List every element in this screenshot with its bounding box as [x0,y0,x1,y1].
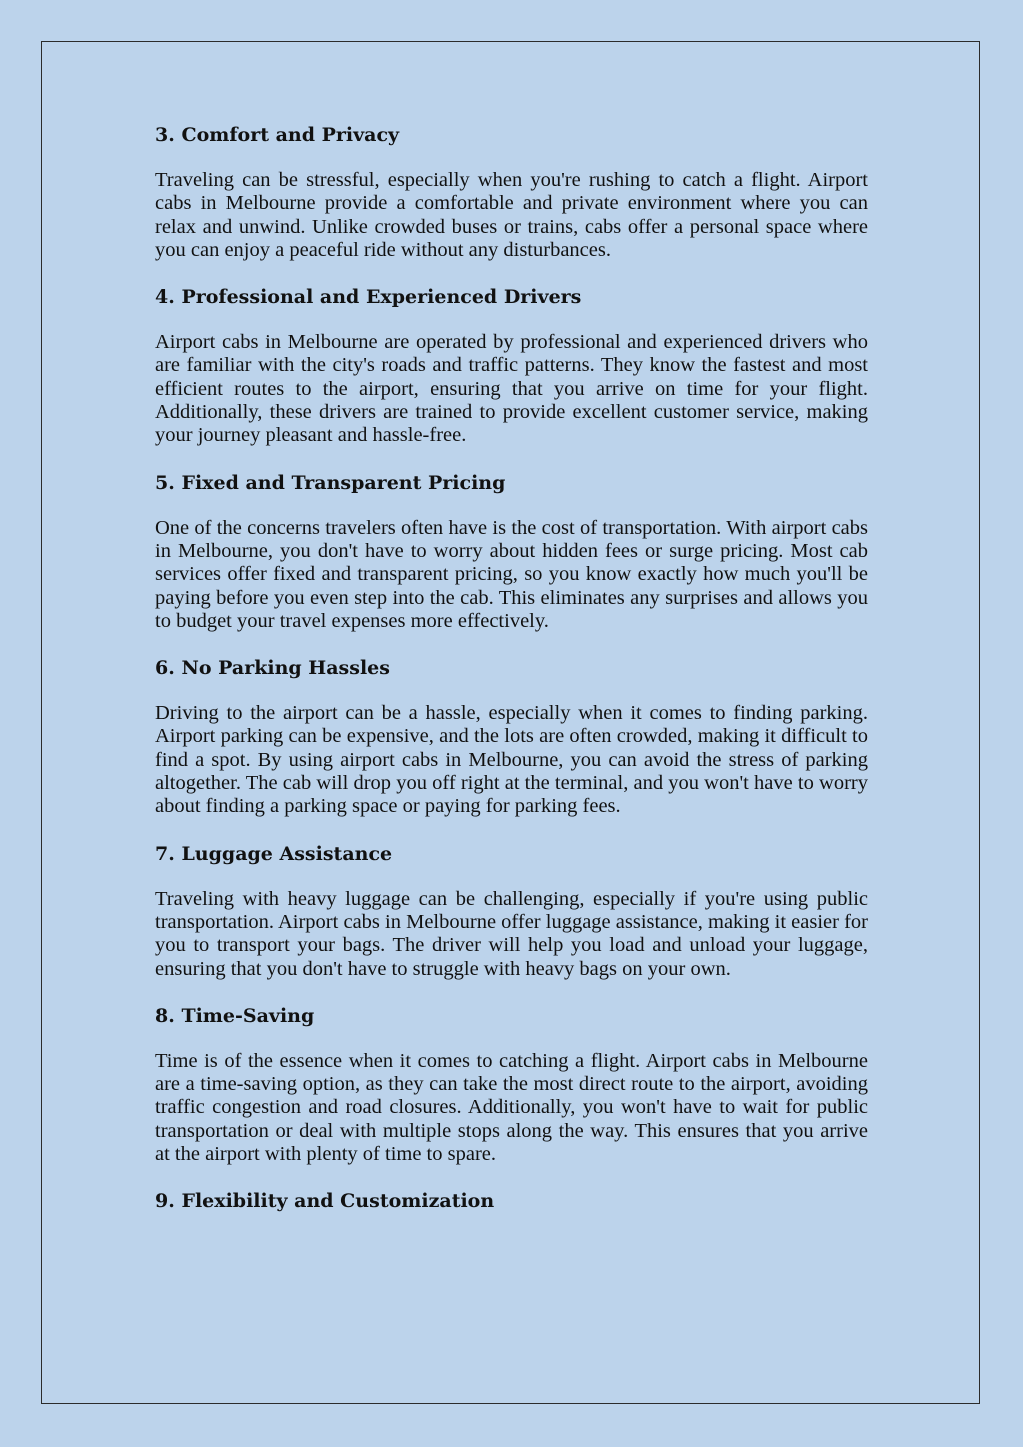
section-heading: 5. Fixed and Transparent Pricing [155,471,506,494]
section-fixed-pricing [155,470,868,633]
section-flexibility-customization [155,1188,868,1214]
section-paragraph: Time is of the essence when it comes to catching a flight. Airport cabs in Melbourne are a time-saving option, as they can take the most direct route to the airport, avoiding traffic congestion and road closures. Additionally, you won't have to wait for public transportation or deal with multiple stops along the way. This ensures that you arrive at the airport with plenty of time to spare. [155,1049,868,1166]
section-heading: 8. Time-Saving [155,1004,315,1027]
section-time-saving [155,1003,868,1166]
section-heading: 9. Flexibility and Customization [155,1190,495,1213]
section-comfort-privacy [155,122,868,262]
section-paragraph: One of the concerns travelers often have is the cost of transportation. With airport cabs in Melbourne, you don't have to worry about hidden fees or surge pricing. Most cab services offer fixed and transparent pricing, so you know exactly how much you'll be paying before you even step into the cab. This eliminates any surprises and allows you to budget your travel expenses more effectively. [155,516,868,632]
section-heading: 3. Comfort and Privacy [155,124,400,146]
section-luggage-assistance [155,841,868,981]
section-heading: 7. Luggage Assistance [155,842,393,865]
section-no-parking-hassles [155,655,868,818]
section-paragraph: Airport cabs in Melbourne are operated by professional and experienced drivers who are familiar with the city's roads and traffic patterns. They know the fastest and most efficient routes to the airport, ensuring that you arrive on time for your flight. Additionally, these drivers are trained to provide excellent customer service, making your journey pleasant and hassle-free. [155,331,868,447]
section-professional-drivers [155,284,868,447]
section-heading: 4. Professional and Experienced Drivers [155,286,582,309]
section-paragraph: Driving to the airport can be a hassle, especially when it comes to finding parking. Airport parking can be expensive, and the lots are often crowded, making it difficult to find a spot. By using airport cabs in Melbourne, you can avoid the stress of parking altogether. The cab will drop you off right at the terminal, and you won't have to worry about finding a parking space or paying for parking fees. [155,702,868,818]
document-content [155,122,868,1235]
section-heading: 6. No Parking Hassles [155,657,390,680]
section-paragraph: Traveling with heavy luggage can be challenging, especially if you're using public transportation. Airport cabs in Melbourne offer luggage assistance, making it easier for you to transport your bags. The driver will help you load and unload your luggage, ensuring that you don't have to struggle with heavy bags on your own. [155,887,868,980]
section-paragraph: Traveling can be stressful, especially when you're rushing to catch a flight. Airport cabs in Melbourne provide a comfortable and private environment where you can relax and unwind. Unlike crowded buses or trains, cabs offer a personal space where you can enjoy a peaceful ride without any disturbances. [155,169,868,261]
